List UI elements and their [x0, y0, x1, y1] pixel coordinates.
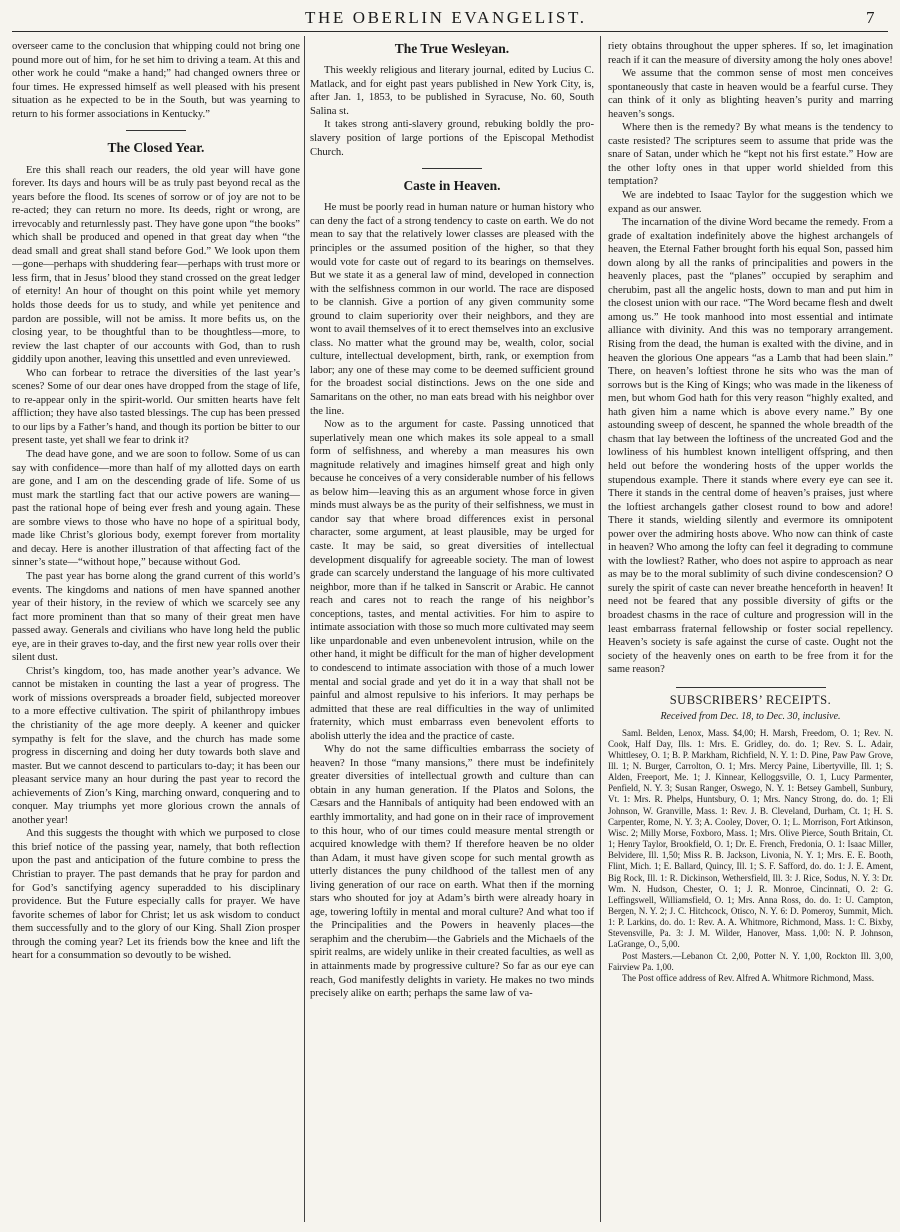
- paragraph: And this suggests the thought with which we purposed to close this brief notice of the passing year, namely, that both reflection upon the past and anticipation of the future combine to press the Christian to prayer. The past demands that he pray for pardon and for God’s sanctifying agency superadded to his disciplinary providence. But the Future especially calls for prayer. We have favorite schemes of labor for Christ; let us ask wisdom to conduct them successfully and to the glory of our King. Shall Zion prosper through the coming year? Let its friends bow the knee and lift the heart for a consummation so devoutly to be wished.: [12, 828, 300, 962]
- page-number: 7: [866, 8, 875, 27]
- article-title-true-wesleyan: The True Wesleyan.: [394, 41, 510, 56]
- receipts-date: Received from Dec. 18, to Dec. 30, inclusive.: [660, 710, 841, 722]
- section-separator: [422, 168, 482, 169]
- receipts-list: Saml. Belden, Lenox, Mass. $4,00; H. Marsh, Freedom, O. 1; Rev. N. Cook, Half Day, Ills. 1: Mrs. E. Gridley, do. do. 1; Rev. S. L. Adair, Whittlesey, O. 1; B. P. Markham, Richfield, N. Y. 1: D. Pine, Paw Paw Grove, Ill. 1; N. Burger, Carrolton, O. 1; Mrs. Mercy Paine, Libertyville, Ill. 1; S. Alden, Freeport, Me. 1; J. Kinnear, Kelloggsville, O. 1, Lucy Parmenter, Penfield, N. Y. 3; Susan Ranger, Oswego, N. Y. 1: Betsey Gambell, Sunbury, Vt. 1: Mrs. R. Phelps, Huntsbury, O. 1; Mrs. Nancy Strong, do. do. 1; Eli Johnson, W. Granville, Mass. 1: Rev. J. B. Cleveland, Durham, Ct. 1; H. S. Carpenter, Rome, N. Y. 3; A. Cooley, Dover, O. 1; L. Morrison, Fort Atkinson, Wisc. 2; Milly Morse, Foxboro, Mass. 1; Mrs. Olive Pierce, South Britain, Ct. 1; Henry Taylor, Brookfield, O. 1; Dr. E. French, Fredonia, O. 1: Isaac Miller, Belvidere, Ill. 1,50; Miss R. B. Jackson, Livonia, N. Y. 1; Mrs. E. E. Booth, Flint, Mich. 1; E. Ballard, Quincy, Ill. 1; S. F. Safford, do. do. 1: J. E. Ament, Big Rock, Ill. 1: R. Dickinson, Wethersfield, Ill. 3: J. Rice, Sodus, N. Y. 3: Dr. Wm. N. Hudson, Chester, O. 1; J. R. Monroe, Cincinnati, O. 2: G. Leffingswell, Williamsfield, O. 1; Mrs. Anna Ross, do. do. 1: U. Campton, Bergen, N. Y. 2; J. C. Hitchcock, Otisco, N. Y. 6: D. Pomeroy, Summit, Mich. 1: P. Larkins, do. do. 1: Rev. A. A. Whitmore, Richmond, Mass. 1: C. Bixby, Stevensville, Pa. 3: J. M. Wilder, Hanover, Mass. 1,00: N. P. Johnson, LaGrange, O., 5,00.: [608, 727, 893, 950]
- paragraph: The incarnation of the divine Word became the remedy. From a grade of exaltation indefinitely above the highest archangels of heaven, the Eternal Father brought forth his equal Son, passed him down along by all the ranks of principalities and powers in the heavenly places, past the “planes” occupied by seraphim and cherubim, past all the angelic hosts, down to man and put him in the closest union with our race. “The Word became flesh and dwelt among us.” He took manhood into most essential and intimate alliance with divinity. And this was no temporary arrangement. Rising from the dead, the human is exalted with the divine, and in heaven the glorious One appears “as a Lamb that had been slain.” There, on heaven’s loftiest throne he sits who was the man of sorrows but is the King of Kings; who was made in the likeness of men, but whom God hath for this very reason “highly exalted, and hath given him a name which is above every name.” By one astounding sweep of descent, he spanned the whole breadth of the chasm that lay between the loftiness of the uncreated God and the lowliness of his humblest known intelligent offspring, and then held out before the wondering hosts of the upper worlds the stupendous example. There it stands where every eye can see it. There it stands in the central dome of heaven’s praises, just where the loftiest archangels gather closest round to bow and adore! There it stands, wielding silently and evermore its omnipotent power over the admiring hosts above. Who now can think of caste in heaven? Who among the lofty can feel it degrading to commune with the lowliest? Rather, who does not aspire to approach as near as may be to the moral sublimity of such divine condescension? O surely the spirit of caste can never breathe henceforth in heaven! It need not be feared that any possible diversity of gifts or the broadest chasms in the race of culture and progression will in the least embarrass fraternal fellowship or foster social repellency. Heaven’s society is safe against the curse of caste. Ought not the society of the heavenly ones on earth to be free from it for the same reason?: [608, 217, 893, 676]
- post-office-notice: The Post office address of Rev. Alfred A. Whitmore Richmond, Mass.: [622, 972, 875, 983]
- paragraph: Christ’s kingdom, too, has made another year’s advance. We cannot be mistaken in counting the last a year of progress. The work of missions overspreads a broader field, subjected moreover to a more effective cultivation. The spirit of philanthropy imbues the christianity of the age more deeply. A keener and quicker sympathy is felt for the slave, and the church has made some progress in discerning and doing her duty towards both slave and master. But we cannot descend to particulars to-day; it has been our pleasant service many an hour during the past year to record the achievements of Zion’s King, marching onward, conquering and to conquer. May triumphs yet more glorious crown the annals of another year!: [12, 665, 300, 826]
- paragraph: We assume that the common sense of most men conceives spontaneously that caste in heaven would be a fearful curse. They can think of it only as blighting heaven’s purity and marring heaven’s songs.: [608, 68, 893, 120]
- column-divider: [600, 36, 601, 1222]
- paragraph: This weekly religious and literary journal, edited by Lucius C. Matlack, and for eight past years published in New York City, is, after Jan. 1, 1853, to be published in Syracuse, No. 60, South Salina st.: [310, 65, 594, 117]
- paragraph: Who can forbear to retrace the diversities of the last year’s scenes? Some of our dear ones have dropped from the stage of life, to re-appear only in the spirit-world. Our smitten hearts have felt affliction; they have also tasted blessings. The cup has been pressed to our lips by a Father’s hand, and though its portion be bitter to our present taste, yet shall we fear to drink it?: [12, 367, 300, 447]
- column-3: [608, 40, 893, 1220]
- paragraph: It takes strong anti-slavery ground, rebuking boldly the pro-slavery position of large portions of the Episcopal Methodist Church.: [310, 119, 594, 158]
- paragraph: Ere this shall reach our readers, the old year will have gone forever. Its days and hours will be as truly past beyond recal as the years before the flood. Its scenes of sorrow or of joy are not to be re-acted; they can return no more. Its deeds, right or wrong, are irrevocably and returnlessly past. They have gone upon “the books” which shall be produced and opened in that great day when “the dead small and great shall stand before God.” We look upon them—gone—perhaps with shuddering fear—perhaps with trust more or less firm, that in Jesus’ blood they stand crossed on the great ledger of eternity! An hour of thought on this point while yet memory holds those deeds for us to study, and while yet penitence and pardon are possible, will not be amiss. It more befits us, on the closing year, to be thoughtful than to be thoughtless—more, to review the last chapter of our accounts with God, than to rush giddily upon another, leaving this unsettled and even unreviewed.: [12, 164, 300, 366]
- paragraph: Now as to the argument for caste. Passing unnoticed that superlatively mean one which makes its sole appeal to a small form of selfishness, and whereby a man measures his own magnitude relatively and imagines himself great and high only because he conceives of a very considerable number of his fellows as below him—leaving this as an argument whose force in given minds must always be as the purity of their selfishness, we must in candor say that where broad differences exist in personal character, some argument, at least plausible, may be urged for caste. It may be said, so great diversities of intellectual development disqualify for agreeable society. The man of lowest grade can scarcely understand the language of his more cultivated neighbor, more than if he talked in Sanscrit or Arabic. He cannot reach and cares not to reach the range of his neighbor’s conceptions, tastes, and mental activities. For him to aspire to intimate association with those so much more cultivated may seem like unpardonable and even unbenevolent intrusion, while on the other hand, it might be difficult for the man of higher development to condescend to intimate association with those of a much lower mental and social grade and yet do it in a way that shall not be painful and almost repulsive to his inferiors. It may perhaps be admitted that these are real difficulties in the way of unlimited fraternity, which must embarrass even benevolent efforts to abolish utterly the idea and the practice of caste.: [310, 419, 594, 742]
- section-separator: [126, 130, 186, 131]
- section-separator: [676, 687, 826, 688]
- paragraph: The past year has borne along the grand current of this world’s events. The kingdoms and nations of men have spanned another year of their history, in the review of which we scarcely see any fact more prominent than that so many of their great men have passed away. Generals and civilians who have long held the public eye, are in their graves to-day, and the first new year rolls over their silent dust.: [12, 570, 300, 664]
- paragraph: Where then is the remedy? By what means is the tendency to caste resisted? The scriptures seem to assume that pride was the snare of Satan, under which he “kept not his first estate.” How are the other lofty ones in that upper world shielded from this temptation?: [608, 122, 893, 188]
- column-divider: [304, 36, 305, 1222]
- page-header: [0, 0, 900, 30]
- article-title-closed-year: The Closed Year.: [107, 140, 205, 156]
- postmasters-receipts: Post Masters.—Lebanon Ct. 2,00, Potter N. Y. 1,00, Rockton Ill. 3,00, Fairview Pa. 1,00.: [608, 950, 893, 972]
- paragraph: He must be poorly read in human nature or human history who can deny the fact of a strong tendency to caste on earth. We do not mean to say that the relatively lower classes are pleased with the principles or the assumed position of the higher, so that they would vote for caste out of regard to its bearings on themselves. But we state it as a general law of mind, developed in connection with the selfishness common in our world. The race are disposed to be clannish. Give a portion of any given community some ground to claim superiority over their neighbors, and they are wont to avail themselves of it to erect themselves into an exclusive class. No matter what the ground may be, wealth, color, social culture, intellectual development, birth, rank, or exemption from labor; any one of these may come to be deemed sufficient ground for the broadest social distinctions. Jews on the one side and Samaritans on the other, no man eats bread with his neighbor over the line.: [310, 202, 594, 417]
- header-rule: [12, 31, 888, 32]
- running-title: THE OBERLIN EVANGELIST.: [305, 8, 587, 27]
- column-1: [12, 40, 300, 1220]
- article-title-caste-in-heaven: Caste in Heaven.: [403, 178, 501, 194]
- paragraph: riety obtains throughout the upper spheres. If so, let imagination reach if it can the measure of diversity among the holy ones above!: [608, 41, 893, 66]
- paragraph: We are indebted to Isaac Taylor for the suggestion which we expand as our answer.: [608, 190, 893, 215]
- column-2: [310, 40, 594, 1220]
- paragraph: Why do not the same difficulties embarrass the society of heaven? In those “many mansions,” there must be indefinitely greater diversities of intellectual growth and culture than can obtain in any human generation. If the Platos and Solons, the Cæsars and the Hannibals of antiquity had been endowed with an earthly immortality, and had gone on in their race of improvement to this hour, who of our times could measure mental strength or acquired knowledge with them? If therefore heaven be no older than Adam, it must have given scope for such mental growth as utterly distances the puny childhood of the tallest men of any living generation of our race on earth. What then if the morning stars who shouted for joy at Adam’s birth were already hoary in age, towering loftily in mental and moral culture? And what too if the Principalities and the Powers in heavenly places—the seraphim and the cherubim—the Gabriels and the Michaels of the spirit realms, are widely unlike in their created faculties, as well as in attainments made by progressive culture? So far as our eye can reach, God manifestly delights in variety. He makes no two minds precisely alike on earth; perhaps the same law of va-: [310, 744, 594, 1000]
- article-continuation: overseer came to the conclusion that whipping could not bring one pound more out of him, for he set him to driving a team. At this and other work he could “make a hand;” had changed owners three or four times. He expressed himself as well pleased with his present situation as he expected to be in the South, but was yearning to return to his former associations in Kentucky.”: [12, 41, 300, 120]
- receipts-title: SUBSCRIBERS’ RECEIPTS.: [669, 692, 832, 707]
- paragraph: The dead have gone, and we are soon to follow. Some of us can say with confidence—more than half of my allotted days on earth are gone, and I am on the descending grade of life. Some of us must mark the startling fact that our active powers are waning—past the rational hope of being ever fresh and young again. These are sombre views to those who have no hope of a spiritual body, made like Christ’s glorious body, exempt forever from mortality and decay. Here is another illustration of that affecting fact of the sinner’s state—“without hope,” because without God.: [12, 449, 300, 569]
